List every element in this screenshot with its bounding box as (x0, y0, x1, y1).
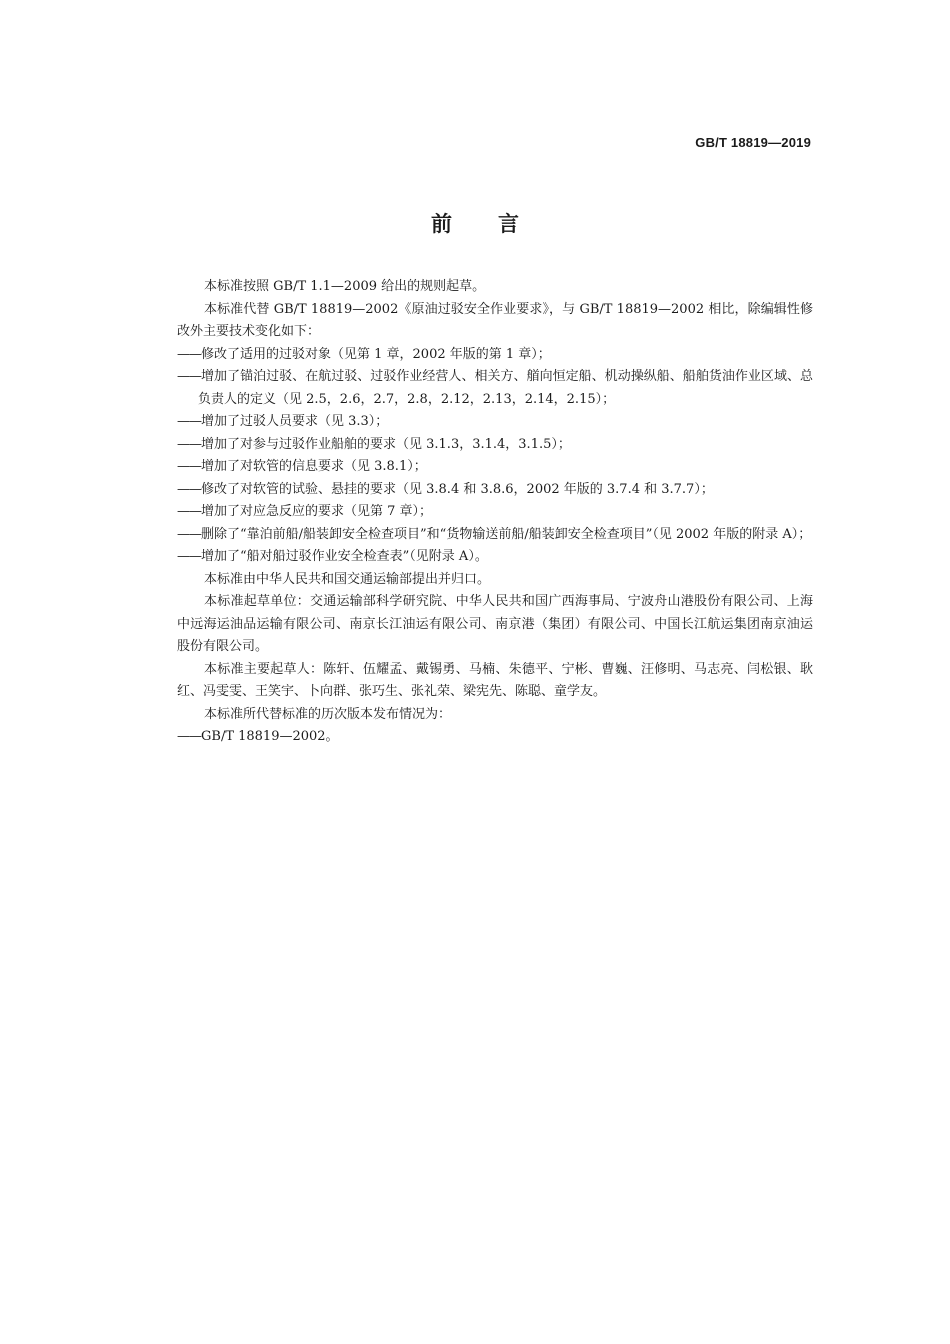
paragraph-drafting-units: 本标准起草单位：交通运输部科学研究院、中华人民共和国广西海事局、宁波舟山港股份有限公司、上海中远海运油品运输有限公司、南京长江油运有限公司、南京港（集团）有限公司、中国长江航运集团南京油运股份有限公司。 (177, 594, 813, 654)
dash-marker: —— (177, 436, 201, 452)
history-list (177, 726, 813, 749)
list-item-text: 增加了锚泊过驳、在航过驳、过驳作业经营人、相关方、艏向恒定船、机动操纵船、船舶货油作业区域、总负责人的定义（见 2.5，2.6，2.7，2.8，2.12，2.13，2.14，2.15）； (198, 369, 813, 407)
list-item-text: 增加了对软管的信息要求（见 3.8.1）； (201, 459, 427, 474)
list-item-text: 修改了适用的过驳对象（见第 1 章，2002 年版的第 1 章）； (201, 346, 551, 362)
dash-marker: —— (177, 481, 201, 497)
dash-marker: —— (177, 526, 201, 542)
list-item (177, 456, 813, 479)
list-item (177, 411, 813, 434)
dash-marker: —— (177, 549, 201, 564)
list-item (177, 726, 813, 749)
list-item-text: 增加了对应急反应的要求（见第 7 章）； (201, 504, 433, 519)
paragraph-drafters: 本标准主要起草人：陈轩、伍耀孟、戴锡勇、马楠、朱德平、宁彬、曹巍、汪修明、马志亮、闫松银、耿红、冯雯雯、王笑宇、卜向群、张巧生、张礼荣、梁宪先、陈聪、童学友。 (177, 661, 813, 699)
dash-marker: —— (177, 369, 201, 384)
list-item-text: 修改了对软管的试验、悬挂的要求（见 3.8.4 和 3.8.6，2002 年版的 3.7.4 和 3.7.7）； (201, 481, 714, 497)
changes-list (177, 344, 813, 569)
list-item-text: 删除了“靠泊前船/船装卸安全检查项目”和“货物输送前船/船装卸安全检查项目”（见 2002 年版的附录 A）； (201, 526, 812, 542)
list-item (177, 366, 813, 411)
list-item-text: 增加了“船对船过驳作业安全检查表”（见附录 A）。 (201, 549, 488, 564)
page-title: 前言 (431, 212, 565, 236)
paragraph-history-intro: 本标准所代替标准的历次版本发布情况为： (204, 706, 452, 722)
list-item (177, 479, 813, 502)
standard-code: GB/T 18819—2019 (695, 135, 811, 150)
dash-marker: —— (177, 459, 201, 474)
dash-marker: —— (177, 346, 201, 362)
paragraph-replacement: 本标准代替 GB/T 18819—2002《原油过驳安全作业要求》，与 GB/T 18819—2002 相比，除编辑性修改外主要技术变化如下： (177, 301, 813, 339)
document-body (177, 276, 813, 749)
list-item-text: 增加了对参与过驳作业船舶的要求（见 3.1.3，3.1.4，3.1.5）； (201, 436, 571, 452)
list-item (177, 524, 813, 547)
paragraph-drafting-rules: 本标准按照 GB/T 1.1—2009 给出的规则起草。 (204, 279, 486, 294)
dash-marker: —— (177, 504, 201, 519)
list-item-text: 增加了过驳人员要求（见 3.3）； (201, 414, 389, 429)
list-item-text: GB/T 18819—2002。 (201, 729, 339, 744)
paragraph-proposer: 本标准由中华人民共和国交通运输部提出并归口。 (204, 571, 491, 587)
dash-marker: —— (177, 729, 201, 744)
list-item (177, 501, 813, 524)
list-item (177, 546, 813, 569)
list-item (177, 344, 813, 367)
list-item (177, 434, 813, 457)
dash-marker: —— (177, 414, 201, 429)
